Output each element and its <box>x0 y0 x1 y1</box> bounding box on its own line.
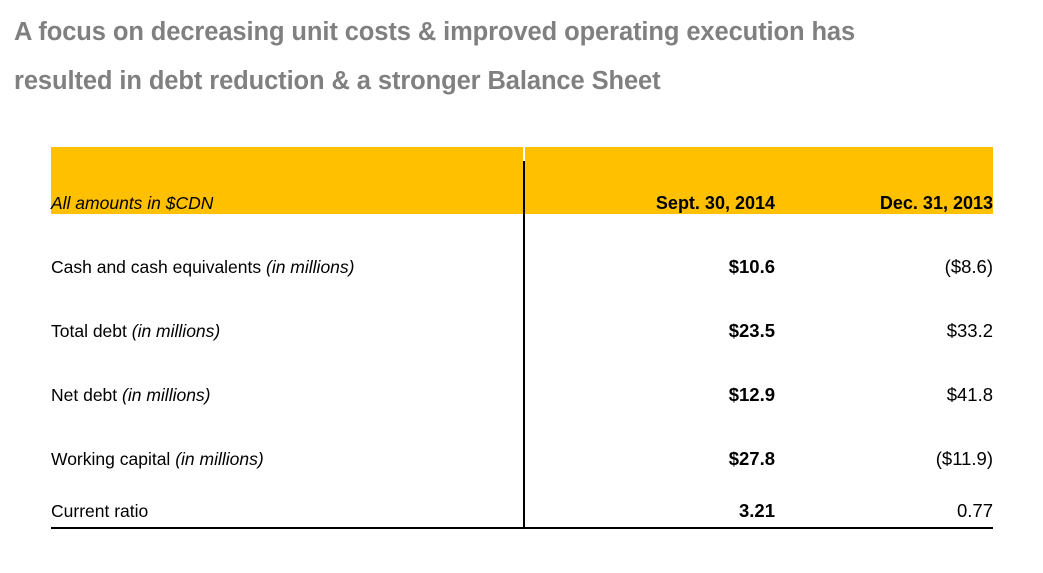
table-row <box>51 470 993 522</box>
row-label-unit: (in millions) <box>266 257 355 277</box>
row-value-current: $12.9 <box>728 384 775 405</box>
row-value-current: 3.21 <box>738 500 775 521</box>
row-value-previous: $33.2 <box>946 320 993 341</box>
row-label-text: Cash and cash equivalents <box>51 257 266 277</box>
balance-sheet-table <box>51 147 993 522</box>
table-header-current-period: Sept. 30, 2014 <box>523 147 775 214</box>
row-label-text: Working capital <box>51 449 176 469</box>
row-label-text: Total debt <box>51 321 132 341</box>
row-label-unit: (in millions) <box>122 385 211 405</box>
page-title <box>14 8 1034 106</box>
balance-sheet-table-container <box>51 147 993 522</box>
row-value-previous: ($8.6) <box>944 256 993 277</box>
table-row <box>51 214 993 278</box>
row-label-working-capital <box>51 406 523 470</box>
row-label-text: Net debt <box>51 385 123 405</box>
row-label-unit: (in millions) <box>175 449 264 469</box>
column-divider-line <box>523 147 525 529</box>
table-header-row <box>51 147 993 214</box>
row-label-net-debt <box>51 342 523 406</box>
row-value-current: $10.6 <box>728 256 775 277</box>
row-value-current: $27.8 <box>728 448 775 469</box>
row-label-total-debt <box>51 278 523 342</box>
row-value-previous: 0.77 <box>956 500 993 521</box>
row-label-unit: (in millions) <box>131 321 221 341</box>
column-divider-gap <box>523 147 525 161</box>
row-value-previous: ($11.9) <box>935 448 993 469</box>
row-label-cash <box>51 214 523 278</box>
page-title-line-1: A focus on decreasing unit costs & improved operating execution has <box>14 18 856 46</box>
table-row <box>51 342 993 406</box>
table-row <box>51 278 993 342</box>
table-bottom-rule <box>51 527 993 529</box>
table-header-previous-period: Dec. 31, 2013 <box>775 147 993 214</box>
table-row <box>51 406 993 470</box>
row-value-previous: $41.8 <box>946 384 993 405</box>
row-label-text: Current ratio <box>51 501 149 521</box>
row-label-current-ratio <box>51 470 523 522</box>
table-header-label: All amounts in $CDN <box>51 147 523 214</box>
page-title-line-2: resulted in debt reduction & a stronger Balance Sheet <box>14 67 661 95</box>
row-value-current: $23.5 <box>728 320 775 341</box>
